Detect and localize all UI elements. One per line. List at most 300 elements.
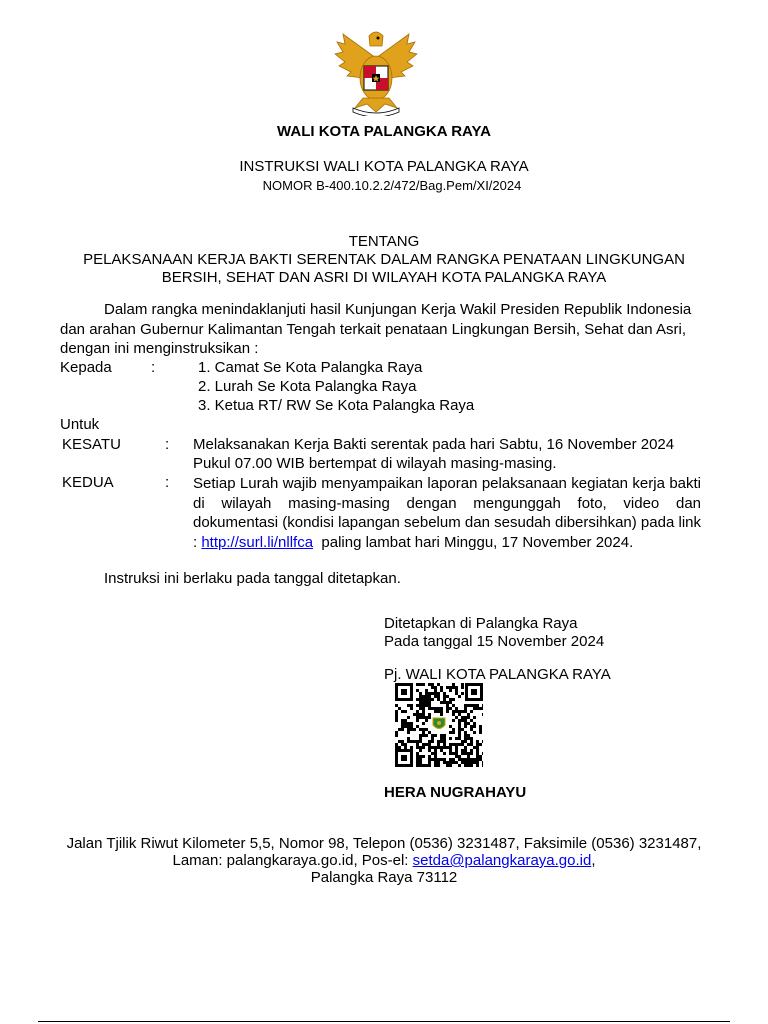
qr-module [422,713,425,716]
qr-module [416,713,419,716]
qr-module [419,704,422,707]
qr-module [476,743,479,746]
qr-module [449,764,452,767]
qr-module [452,728,455,731]
qr-module [419,683,422,686]
garuda-emblem-icon [333,28,419,116]
qr-module [464,758,467,761]
qr-module [428,713,431,716]
report-link[interactable]: http://surl.li/nllfca [201,533,314,551]
qr-module [443,758,446,761]
qr-module [464,719,467,722]
qr-module [476,761,479,764]
qr-module [476,752,479,755]
qr-module [449,725,452,728]
qr-module [482,704,483,707]
qr-module [431,734,434,737]
qr-module [419,695,422,698]
qr-module [464,737,467,740]
qr-module [425,764,428,767]
closing-text: Instruksi ini berlaku pada tanggal ditetapkan. [104,570,401,587]
qr-module [407,737,410,740]
qr-module [467,704,470,707]
qr-module [458,728,461,731]
qr-module [428,698,431,701]
qr-module [401,725,404,728]
footer-address: Jalan Tjilik Riwut Kilometer 5,5, Nomor 98, Telepon (0536) 3231487, Faksimile (0536) 3231487, [66,835,702,852]
qr-module [449,737,452,740]
qr-module [458,695,461,698]
qr-module [455,755,458,758]
qr-module [416,752,419,755]
qr-module [437,683,440,686]
qr-module [479,758,482,761]
qr-module [467,758,470,761]
qr-module [464,704,467,707]
qr-module [410,704,413,707]
qr-module [437,692,440,695]
qr-module [443,761,446,764]
qr-module [476,758,479,761]
qr-module [464,749,467,752]
qr-module [398,746,401,749]
intro-line-1: Dalam rangka menindaklanjuti hasil Kunjungan Kerja Wakil Presiden Republik Indonesia [104,301,692,318]
kedua-deadline: paling lambat hari Minggu, 17 November 2024. [313,533,634,551]
qr-module [416,764,419,767]
qr-module [449,743,452,746]
qr-module [470,743,473,746]
qr-module [425,704,428,707]
qr-module [461,740,464,743]
qr-module [458,713,461,716]
qr-module [461,683,464,686]
qr-module [452,683,455,686]
qr-module [422,746,425,749]
qr-module [416,710,419,713]
kesatu-colon: : [165,436,170,453]
qr-module [446,764,449,767]
qr-module [419,734,422,737]
qr-module [440,701,443,704]
qr-module [455,707,458,710]
qr-module [440,689,443,692]
qr-module [407,728,410,731]
qr-module [437,764,440,767]
qr-module [440,710,443,713]
qr-module [434,686,437,689]
qr-module [419,698,422,701]
qr-module [452,731,455,734]
qr-module [404,746,407,749]
qr-module [473,761,476,764]
qr-module [467,755,470,758]
qr-module [440,734,443,737]
qr-module [425,695,428,698]
qr-module [428,683,431,686]
qr-module [434,752,437,755]
signatory-name: HERA NUGRAHAYU [384,784,527,801]
qr-module [434,695,437,698]
qr-module [476,707,479,710]
qr-module [452,758,455,761]
qr-module [443,698,446,701]
qr-module [449,707,452,710]
qr-module [467,734,470,737]
qr-module [410,728,413,731]
qr-module [470,764,473,767]
qr-module [458,764,461,767]
qr-module [413,728,416,731]
qr-module [464,731,467,734]
qr-module [404,725,407,728]
qr-module [404,719,407,722]
qr-module [452,713,455,716]
qr-module [425,689,428,692]
qr-module [467,761,470,764]
qr-module [449,758,452,761]
qr-module [464,761,467,764]
qr-module [416,746,419,749]
qr-module [470,710,473,713]
qr-module [434,758,437,761]
qr-module [437,695,440,698]
qr-module [446,761,449,764]
qr-module [452,704,455,707]
qr-module [434,692,437,695]
kedua-label: KEDUA [62,474,114,491]
qr-module [464,722,467,725]
qr-module [416,755,419,758]
qr-module [464,746,467,749]
qr-module [470,725,473,728]
qr-module [467,737,470,740]
signature-date: Pada tanggal 15 November 2024 [384,633,605,650]
qr-module [422,701,425,704]
qr-module [434,764,437,767]
qr-module [449,698,452,701]
qr-module [464,752,467,755]
qr-module [416,683,419,686]
qr-module [440,746,443,749]
qr-module [473,707,476,710]
qr-module [455,749,458,752]
qr-module [398,707,401,710]
qr-module [470,704,473,707]
qr-module [401,710,404,713]
kedua-text: Setiap Lurah wajib menyampaikan laporan pelaksanaan kegiatan kerja bakti di wilayah masing-masing dengan mengunggah foto, video dan dokumentasi (kondisi lapangan sebelum dan sesudah dibersihkan) pada link : [193,475,701,551]
qr-module [455,761,458,764]
qr-module [440,758,443,761]
qr-module [473,722,476,725]
qr-module [470,719,473,722]
qr-module [440,737,443,740]
qr-module [434,689,437,692]
qr-module [476,755,479,758]
qr-module [461,752,464,755]
qr-module [467,716,470,719]
qr-module [419,758,422,761]
qr-module [458,731,461,734]
qr-module [407,725,410,728]
qr-module [482,752,483,755]
qr-module [473,716,476,719]
qr-module [419,701,422,704]
footer-comma: , [591,852,596,869]
qr-module [404,710,407,713]
qr-module [479,731,482,734]
qr-module [473,704,476,707]
qr-module [443,701,446,704]
qr-module [455,743,458,746]
qr-module [425,743,428,746]
qr-module [407,704,410,707]
qr-module [458,719,461,722]
qr-module [455,686,458,689]
kesatu-line-2: Pukul 07.00 WIB bertempat di wilayah masing-masing. [193,455,557,472]
qr-module [461,719,464,722]
qr-module [446,704,449,707]
qr-module [461,749,464,752]
qr-module [464,710,467,713]
qr-module [476,749,479,752]
qr-module [428,704,431,707]
qr-module [404,722,407,725]
qr-module [470,752,473,755]
qr-module [407,731,410,734]
qr-module [470,740,473,743]
qr-module [431,683,434,686]
qr-module [467,713,470,716]
qr-module [443,695,446,698]
qr-module [464,764,467,767]
qr-module [416,689,419,692]
qr-module [482,707,483,710]
qr-module [395,710,398,713]
qr-module [446,701,449,704]
qr-module [422,755,425,758]
subject-label: TENTANG [348,233,420,250]
instruction-title-text: INSTRUKSI WALI KOTA PALANGKA RAYA [239,158,529,175]
qr-module [422,683,425,686]
qr-module [410,740,413,743]
qr-module [467,722,470,725]
qr-module [461,728,464,731]
footer-email-link[interactable]: setda@palangkaraya.go.id [412,852,592,869]
qr-module [419,755,422,758]
qr-module [422,734,425,737]
qr-module [395,713,398,716]
qr-module [419,746,422,749]
qr-module [395,743,398,746]
qr-module [428,764,431,767]
qr-module [455,692,458,695]
qr-module [455,689,458,692]
qr-module [431,707,434,710]
qr-module [428,758,431,761]
qr-module [407,716,410,719]
qr-module [461,692,464,695]
qr-module [425,719,428,722]
qr-module [455,710,458,713]
qr-module [419,764,422,767]
recipient-item: 1. Camat Se Kota Palangka Raya [198,359,423,376]
qr-module [446,695,449,698]
kedua-colon: : [165,474,170,491]
qr-module [428,749,431,752]
qr-module [470,761,473,764]
qr-module [428,731,431,734]
qr-module [479,743,482,746]
qr-module [455,746,458,749]
qr-module [470,749,473,752]
qr-module [479,728,482,731]
qr-module [470,728,473,731]
qr-module [479,755,482,758]
qr-module [422,710,425,713]
qr-module [449,731,452,734]
qr-module [401,743,404,746]
qr-module [452,752,455,755]
qr-module [473,746,476,749]
qr-module [437,761,440,764]
qr-module [437,707,440,710]
qr-module [416,761,419,764]
qr-module [458,755,461,758]
qr-module [434,734,437,737]
qr-module [461,686,464,689]
footer-website: Laman: palangkaraya.go.id, Pos-el: [172,852,413,869]
bottom-divider [38,1021,730,1022]
qr-module [461,716,464,719]
qr-module [416,704,419,707]
qr-module [428,746,431,749]
qr-module [452,761,455,764]
qr-module [428,701,431,704]
qr-module [443,752,446,755]
qr-module [395,719,398,722]
qr-module [434,746,437,749]
signature-place: Ditetapkan di Palangka Raya [384,615,578,632]
qr-module [395,746,398,749]
qr-module [440,707,443,710]
qr-module [428,695,431,698]
qr-module [395,716,398,719]
qr-module [440,713,443,716]
qr-module [458,734,461,737]
qr-module [434,710,437,713]
qr-module [422,743,425,746]
recipient-item: 3. Ketua RT/ RW Se Kota Palangka Raya [198,397,475,414]
qr-module [458,710,461,713]
qr-module [452,686,455,689]
qr-module [422,728,425,731]
qr-module [398,728,401,731]
qr-module [461,710,464,713]
qr-module [425,698,428,701]
qr-module [458,722,461,725]
qr-module [479,725,482,728]
qr-module [428,743,431,746]
qr-module [419,737,422,740]
qr-module [437,743,440,746]
qr-module [434,707,437,710]
qr-module [455,716,458,719]
qr-module [440,686,443,689]
qr-module [449,749,452,752]
qr-module [422,722,425,725]
qr-module [464,707,467,710]
subject-line-2: BERSIH, SEHAT DAN ASRI DI WILAYAH KOTA PALANGKA RAYA [161,269,607,286]
qr-module [452,743,455,746]
qr-module [464,734,467,737]
qr-module [470,758,473,761]
qr-module [431,692,434,695]
kepada-colon: : [151,359,156,376]
qr-module [419,749,422,752]
instruction-number: NOMOR B-400.10.2.2/472/Bag.Pem/XI/2024 [262,178,522,193]
intro-line-3: dengan ini menginstruksikan : [60,340,259,357]
qr-module [395,734,398,737]
qr-module [410,725,413,728]
qr-module [407,740,410,743]
signature-role: Pj. WALI KOTA PALANGKA RAYA [384,666,611,683]
qr-module [443,734,446,737]
qr-module [482,713,483,716]
qr-module [422,716,425,719]
qr-module [482,740,483,743]
qr-module [452,710,455,713]
qr-module [431,698,434,701]
qr-module [431,737,434,740]
qr-module [410,707,413,710]
qr-module [479,707,482,710]
qr-module [464,716,467,719]
qr-module [416,698,419,701]
qr-module [425,734,428,737]
qr-module [416,743,419,746]
qr-module [437,758,440,761]
qr-module [437,710,440,713]
qr-module [401,722,404,725]
qr-module [395,731,398,734]
qr-module [428,692,431,695]
qr-module [419,713,422,716]
instruction-title [0,158,768,175]
qr-module [419,761,422,764]
qr-module [482,761,483,764]
qr-module [431,752,434,755]
qr-module [449,752,452,755]
qr-module [470,737,473,740]
footer-city: Palangka Raya 73112 [310,869,458,886]
qr-module [422,731,425,734]
qr-module [431,740,434,743]
qr-module [458,743,461,746]
qr-module [461,761,464,764]
qr-module [410,722,413,725]
qr-module [425,716,428,719]
qr-module [452,698,455,701]
qr-module [443,740,446,743]
qr-module [413,740,416,743]
qr-module [434,761,437,764]
qr-module [431,746,434,749]
qr-module [431,758,434,761]
qr-module [401,740,404,743]
qr-module [416,716,419,719]
qr-module [413,713,416,716]
subject-line-1: PELAKSANAAN KERJA BAKTI SERENTAK DALAM RANGKA PENATAAN LINGKUNGAN [83,251,685,268]
